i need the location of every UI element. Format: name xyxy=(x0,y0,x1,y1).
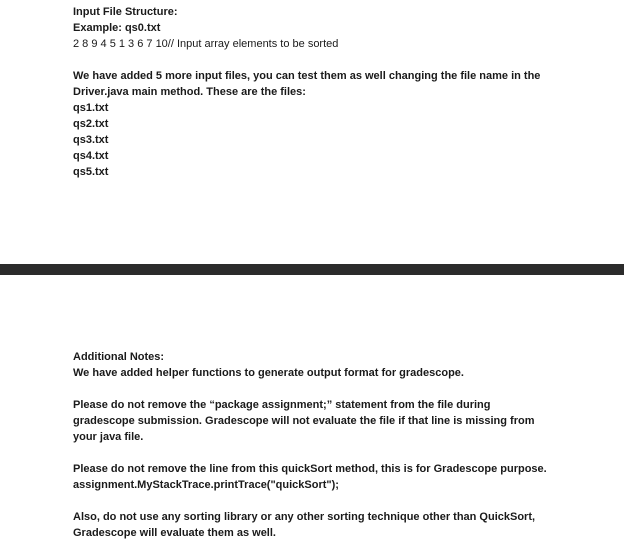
quicksort-code-line: assignment.MyStackTrace.printTrace("quickSort"); xyxy=(73,479,339,491)
more-files-note-cont: Driver.java main method. These are the files: xyxy=(73,86,306,98)
additional-notes-heading: Additional Notes: xyxy=(73,351,165,363)
sample-input-line: 2 8 9 4 5 1 3 6 7 10// Input array elements to be sorted xyxy=(73,38,339,50)
file-list-item: qs5.txt xyxy=(73,166,109,178)
sorting-note-cont: Gradescope will evaluate them as well. xyxy=(73,527,276,539)
package-note: Please do not remove the “package assignment;” statement from the file during xyxy=(73,399,491,411)
additional-notes-section xyxy=(73,349,593,541)
helper-functions-note: We have added helper functions to generate output format for gradescope. xyxy=(73,367,464,379)
file-list-item: qs3.txt xyxy=(73,134,109,146)
sorting-note: Also, do not use any sorting library or any other sorting technique other than QuickSort, xyxy=(73,511,536,523)
package-note-cont: your java file. xyxy=(73,431,144,443)
file-list-item: qs1.txt xyxy=(73,102,109,114)
package-note-cont: gradescope submission. Gradescope will not evaluate the file if that line is missing from xyxy=(73,415,535,427)
input-file-section xyxy=(73,4,593,180)
quicksort-note: Please do not remove the line from this quickSort method, this is for Gradescope purpose. xyxy=(73,463,547,475)
example-filename: Example: qs0.txt xyxy=(73,22,161,34)
input-structure-heading: Input File Structure: xyxy=(73,6,178,18)
file-list-item: qs2.txt xyxy=(73,118,109,130)
page-divider xyxy=(0,264,624,275)
file-list-item: qs4.txt xyxy=(73,150,109,162)
more-files-note: We have added 5 more input files, you can test them as well changing the file name in the xyxy=(73,70,541,82)
